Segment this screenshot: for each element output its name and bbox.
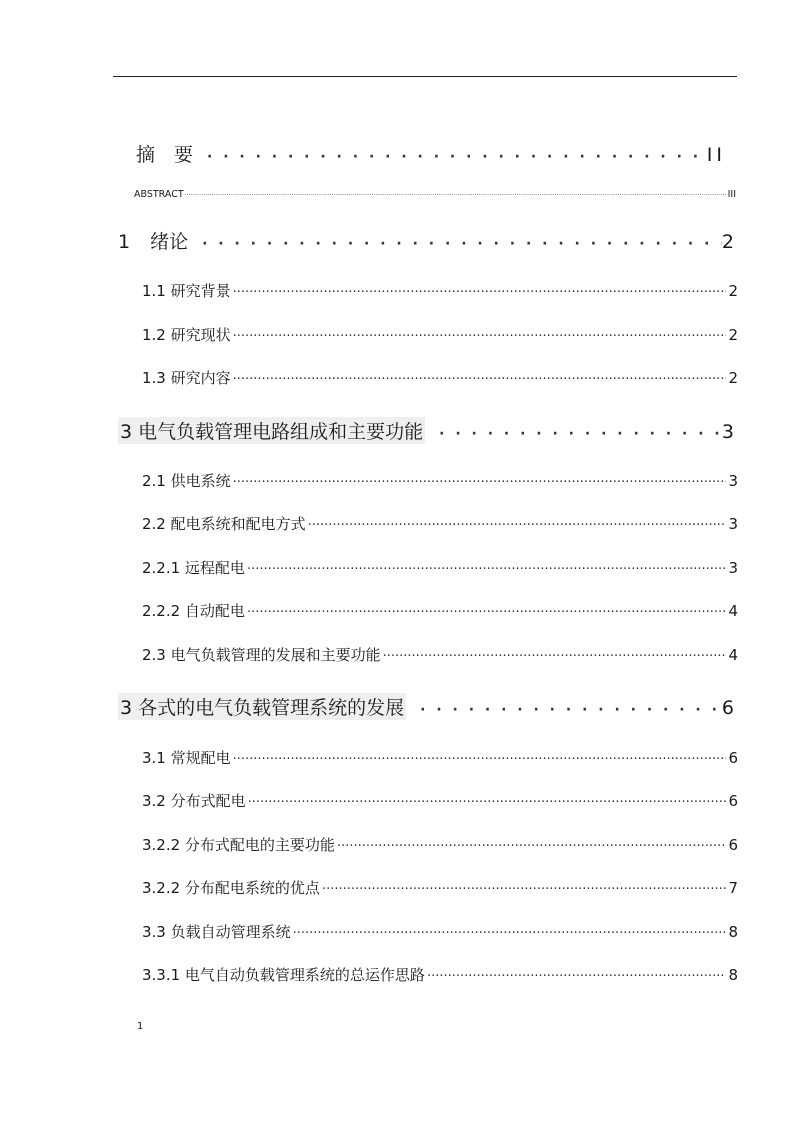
toc-leader: [193, 149, 707, 165]
toc-entry[interactable]: [142, 513, 738, 534]
toc-leader: [293, 926, 727, 941]
toc-leader: [185, 192, 727, 199]
toc-entry[interactable]: [142, 600, 738, 621]
toc-leader: [233, 475, 727, 490]
toc-leader: [322, 882, 727, 897]
toc-leader: [247, 605, 727, 620]
toc-page: 4: [728, 646, 738, 664]
toc-entry-abstract-en[interactable]: [134, 189, 736, 200]
toc-leader: [233, 285, 727, 300]
toc-page: 2: [728, 282, 738, 300]
toc-entry[interactable]: [142, 747, 738, 768]
toc-leader: [247, 562, 727, 577]
toc-title: 1.1 研究背景: [142, 282, 231, 300]
toc-page: 3: [728, 559, 738, 577]
toc-entry-abstract-cn[interactable]: [136, 140, 726, 167]
toc-page: 2: [721, 231, 734, 253]
toc-title: 2.1 供电系统: [142, 472, 231, 490]
toc-title: 1.2 研究现状: [142, 326, 231, 344]
toc-entry-chapter-3[interactable]: [118, 693, 734, 720]
toc-page: 8: [728, 923, 738, 941]
toc-page: 8: [728, 966, 738, 984]
toc-leader: [406, 702, 722, 718]
toc-page: 6: [721, 697, 734, 719]
toc-page: 4: [728, 602, 738, 620]
toc-title: 1.3 研究内容: [142, 369, 231, 387]
toc-leader: [233, 329, 727, 344]
toc-entry[interactable]: [142, 964, 738, 985]
toc-leader: [233, 372, 727, 387]
page-number: 1: [137, 1021, 144, 1032]
toc-entry[interactable]: [142, 557, 738, 578]
toc-title: 3.3 负载自动管理系统: [142, 923, 291, 941]
toc-page: 3: [728, 472, 738, 490]
toc-entry[interactable]: [142, 367, 738, 388]
toc-title: ABSTRACT: [134, 189, 184, 200]
toc-title: 3.2.2 分布配电系统的优点: [142, 879, 320, 897]
toc-entry[interactable]: [142, 790, 738, 811]
toc-chapter-number: 1: [118, 231, 131, 253]
toc-page: 7: [728, 879, 738, 897]
toc-title: 3 电气负载管理电路组成和主要功能: [118, 417, 425, 444]
toc-page: 6: [728, 749, 738, 767]
toc-entry-chapter-2[interactable]: [118, 417, 734, 444]
toc-entry[interactable]: [142, 280, 738, 301]
toc-page: III: [727, 189, 736, 200]
toc-page: 2: [728, 369, 738, 387]
toc-page: 3: [721, 421, 734, 443]
toc-entry[interactable]: [142, 324, 738, 345]
toc-title: 3 各式的电气负载管理系统的发展: [118, 693, 406, 720]
toc-leader: [188, 236, 722, 252]
toc-title: 2.2 配电系统和配电方式: [142, 515, 306, 533]
toc-title: 3.3.1 电气自动负载管理系统的总运作思路: [142, 966, 425, 984]
toc-leader: [248, 795, 727, 810]
toc-title: 摘 要: [136, 144, 194, 166]
toc-leader: [427, 969, 727, 984]
toc-page: 2: [728, 326, 738, 344]
toc-title: 3.2 分布式配电: [142, 792, 246, 810]
toc-entry[interactable]: [142, 834, 738, 855]
toc-page: 6: [728, 792, 738, 810]
toc-entry[interactable]: [142, 470, 738, 491]
toc-title: 绪论: [150, 231, 189, 253]
toc-title: 2.2.2 自动配电: [142, 602, 245, 620]
toc-leader: [233, 752, 727, 767]
toc-leader: [308, 518, 727, 533]
toc-entry[interactable]: [142, 644, 738, 665]
toc-entry[interactable]: [142, 921, 738, 942]
toc-page: 3: [728, 515, 738, 533]
toc-title: 2.3 电气负载管理的发展和主要功能: [142, 646, 381, 664]
toc-title: 3.1 常规配电: [142, 749, 231, 767]
toc-page: II: [706, 144, 726, 166]
toc-entry-chapter-1[interactable]: [118, 227, 734, 254]
toc-leader: [383, 649, 727, 664]
toc-leader: [337, 839, 727, 854]
toc-title: 2.2.1 远程配电: [142, 559, 245, 577]
toc-leader: [425, 426, 722, 442]
header-rule: [113, 76, 737, 77]
toc-title: 3.2.2 分布式配电的主要功能: [142, 836, 335, 854]
toc-entry[interactable]: [142, 877, 738, 898]
toc-page: 6: [728, 836, 738, 854]
